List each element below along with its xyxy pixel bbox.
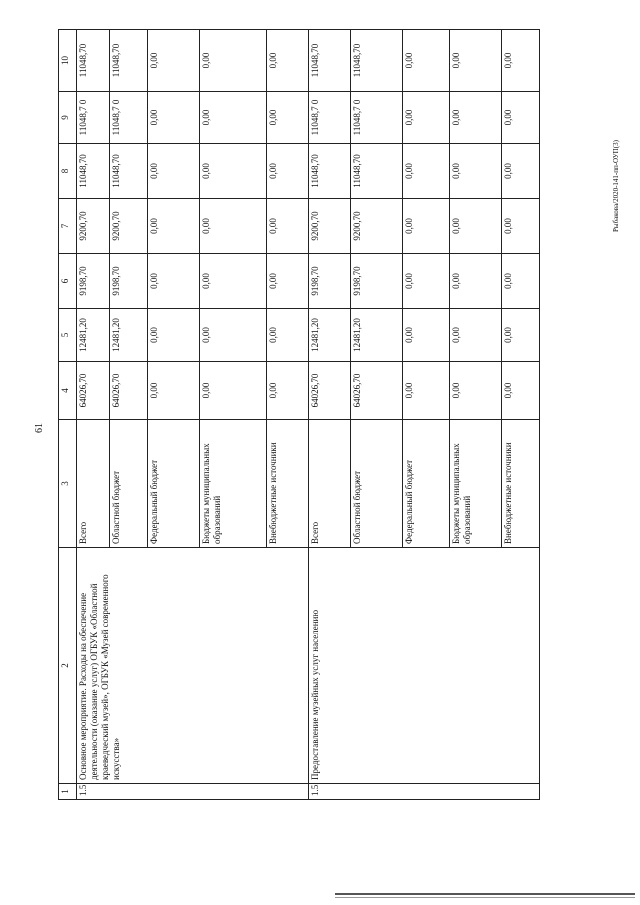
header-cell: 9 [59,92,77,144]
funding-source: Внебюджетные источники [266,420,308,548]
amount-cell: 11048,70 [308,30,350,92]
amount-cell: 0,00 [403,144,449,199]
header-row [59,30,77,800]
funding-source: Бюджеты муниципальных образований [199,420,266,548]
amount-cell: 0,00 [148,254,199,309]
funding-source: Областной бюджет [350,420,403,548]
amount-cell: 0,00 [199,30,266,92]
amount-cell: 11048,70 [76,144,110,199]
amount-cell: 11048,7 0 [76,92,110,144]
funding-source: Всего [308,420,350,548]
page-number: 61 [34,423,45,433]
amount-cell: 9198,70 [350,254,403,309]
amount-cell: 0,00 [403,362,449,420]
amount-cell: 0,00 [199,362,266,420]
funding-source: Областной бюджет [110,420,148,548]
amount-cell: 0,00 [199,254,266,309]
header-cell: 2 [59,548,77,784]
amount-cell: 9200,70 [76,199,110,254]
funding-source: Федеральный бюджет [148,420,199,548]
amount-cell: 0,00 [199,92,266,144]
amount-cell: 0,00 [148,309,199,362]
amount-cell: 0,00 [266,254,308,309]
amount-cell: 12481,20 [308,309,350,362]
funding-source: Бюджеты муниципальных образований [449,420,502,548]
table-row [76,30,110,800]
amount-cell: 11048,7 0 [110,92,148,144]
amount-cell: 11048,7 0 [350,92,403,144]
amount-cell: 0,00 [148,30,199,92]
amount-cell: 0,00 [403,199,449,254]
amount-cell: 9198,70 [76,254,110,309]
amount-cell: 0,00 [502,199,540,254]
amount-cell: 0,00 [403,92,449,144]
header-cell: 10 [59,30,77,92]
header-cell: 5 [59,309,77,362]
amount-cell: 0,00 [199,199,266,254]
amount-cell: 0,00 [148,199,199,254]
amount-cell: 11048,70 [308,144,350,199]
amount-cell: 0,00 [403,309,449,362]
amount-cell: 0,00 [449,30,502,92]
amount-cell: 9200,70 [110,199,148,254]
header-cell: 8 [59,144,77,199]
amount-cell: 64026,70 [110,362,148,420]
header-cell: 4 [59,362,77,420]
amount-cell: 12481,20 [76,309,110,362]
amount-cell: 0,00 [449,92,502,144]
document-code: Рыбакова/2020-141-пп-ОУП(3) [612,140,620,232]
scan-artifact-line [335,897,635,898]
amount-cell: 0,00 [502,30,540,92]
amount-cell: 11048,7 0 [308,92,350,144]
amount-cell: 0,00 [403,254,449,309]
amount-cell: 0,00 [266,309,308,362]
amount-cell: 0,00 [449,362,502,420]
amount-cell: 0,00 [148,144,199,199]
header-cell: 6 [59,254,77,309]
amount-cell: 0,00 [148,362,199,420]
amount-cell: 0,00 [449,309,502,362]
amount-cell: 9200,70 [308,199,350,254]
amount-cell: 0,00 [266,199,308,254]
scan-artifact-line [335,893,635,895]
amount-cell: 64026,70 [350,362,403,420]
amount-cell: 11048,70 [76,30,110,92]
amount-cell: 0,00 [449,199,502,254]
header-cell: 1 [59,784,77,800]
amount-cell: 0,00 [502,254,540,309]
amount-cell: 0,00 [502,144,540,199]
amount-cell: 9198,70 [110,254,148,309]
amount-cell: 0,00 [449,144,502,199]
section-title: Предоставление музейных услуг населению [308,548,539,784]
amount-cell: 0,00 [266,144,308,199]
amount-cell: 0,00 [502,309,540,362]
header-cell: 3 [59,420,77,548]
amount-cell: 11048,70 [110,144,148,199]
amount-cell: 0,00 [266,30,308,92]
amount-cell: 9198,70 [308,254,350,309]
amount-cell: 0,00 [266,92,308,144]
section-title: Основное мероприятие. Расходы на обеспечение деятельности (оказание услуг) ОГБУК «Областной краеведческий музей», ОГБУК «Музей современного искусства» [76,548,308,784]
section-code: 1.5.1 [308,784,539,800]
amount-cell: 0,00 [266,362,308,420]
amount-cell: 11048,70 [350,30,403,92]
amount-cell: 9200,70 [350,199,403,254]
table-row [308,30,350,800]
amount-cell: 0,00 [199,144,266,199]
amount-cell: 11048,70 [350,144,403,199]
section-code: 1.5 [76,784,308,800]
amount-cell: 11048,70 [110,30,148,92]
funding-source: Внебюджетные источники [502,420,540,548]
amount-cell: 64026,70 [308,362,350,420]
amount-cell: 0,00 [148,92,199,144]
amount-cell: 64026,70 [76,362,110,420]
amount-cell: 0,00 [403,30,449,92]
amount-cell: 0,00 [449,254,502,309]
funding-source: Всего [76,420,110,548]
budget-table [58,29,540,800]
funding-source: Федеральный бюджет [403,420,449,548]
amount-cell: 12481,20 [110,309,148,362]
amount-cell: 0,00 [502,362,540,420]
amount-cell: 12481,20 [350,309,403,362]
header-cell: 7 [59,199,77,254]
table-body [59,30,540,800]
amount-cell: 0,00 [199,309,266,362]
amount-cell: 0,00 [502,92,540,144]
budget-table-frame [58,30,540,800]
